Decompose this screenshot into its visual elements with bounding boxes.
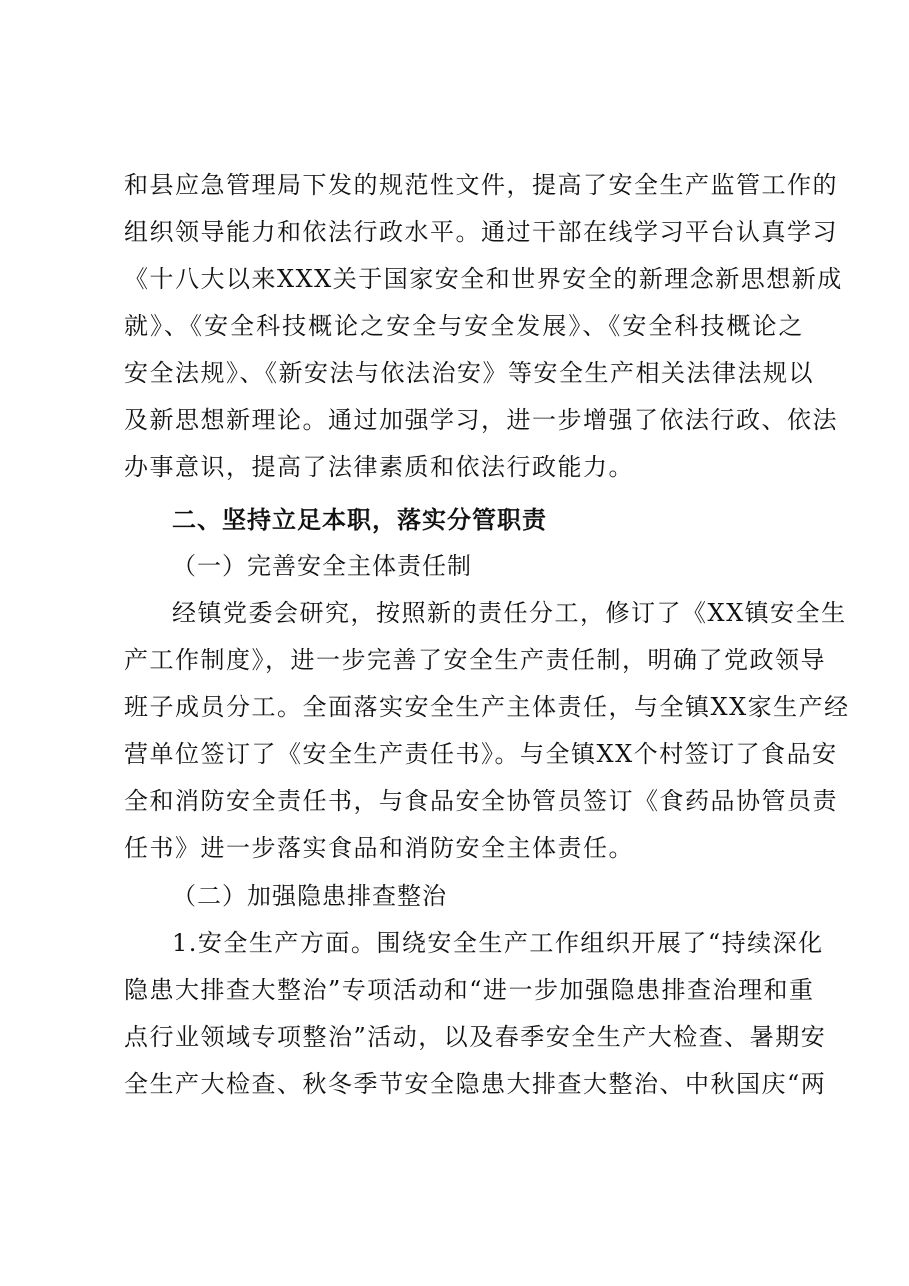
text-line: 1.安全生产方面。围绕安全生产工作组织开展了“持续深化 — [172, 929, 824, 957]
text-line: 点行业领域专项整治”活动，以及春季安全生产大检查、暑期安 — [124, 1023, 827, 1051]
subsection-heading: （一）完善安全主体责任制 — [172, 552, 472, 580]
text-line: 组织领导能力和依法行政水平。通过干部在线学习平台认真学习 — [124, 218, 838, 246]
subsection-heading: （二）加强隐患排查整治 — [172, 882, 447, 910]
text-line: 全生产大检查、秋冬季节安全隐患大排查大整治、中秋国庆“两 — [124, 1070, 827, 1098]
text-line: 办事意识，提高了法律素质和依法行政能力。 — [124, 453, 634, 481]
text-line: 《十八大以来XXX关于国家安全和世界安全的新理念新思想新成 — [124, 265, 843, 293]
text-line: 全和消防安全责任书，与食品安全协管员签订《食药品协管员责 — [124, 787, 838, 815]
text-line: 隐患大排查大整治”专项活动和“进一步加强隐患排查治理和重 — [124, 976, 815, 1004]
text-line: 营单位签订了《安全生产责任书》。与全镇XX个村签订了食品安 — [124, 740, 838, 768]
section-heading: 二、坚持立足本职，落实分管职责 — [172, 506, 547, 534]
text-line: 产工作制度》，进一步完善了安全生产责任制，明确了党政领导 — [124, 646, 826, 674]
text-line: 经镇党委会研究，按照新的责任分工，修订了《XX镇安全生 — [172, 599, 847, 627]
text-line: 安全法规》、《新安法与依法治安》等安全生产相关法律法规以 — [124, 359, 814, 387]
text-line: 就》、《安全科技概论之安全与安全发展》、《安全科技概论之 — [124, 312, 804, 340]
text-line: 班子成员分工。全面落实安全生产主体责任，与全镇XX家生产经 — [124, 693, 850, 721]
text-line: 和县应急管理局下发的规范性文件，提高了安全生产监管工作的 — [124, 171, 838, 199]
text-line: 及新思想新理论。通过加强学习，进一步增强了依法行政、依法 — [124, 406, 838, 434]
text-line: 任书》进一步落实食品和消防安全主体责任。 — [124, 834, 634, 862]
